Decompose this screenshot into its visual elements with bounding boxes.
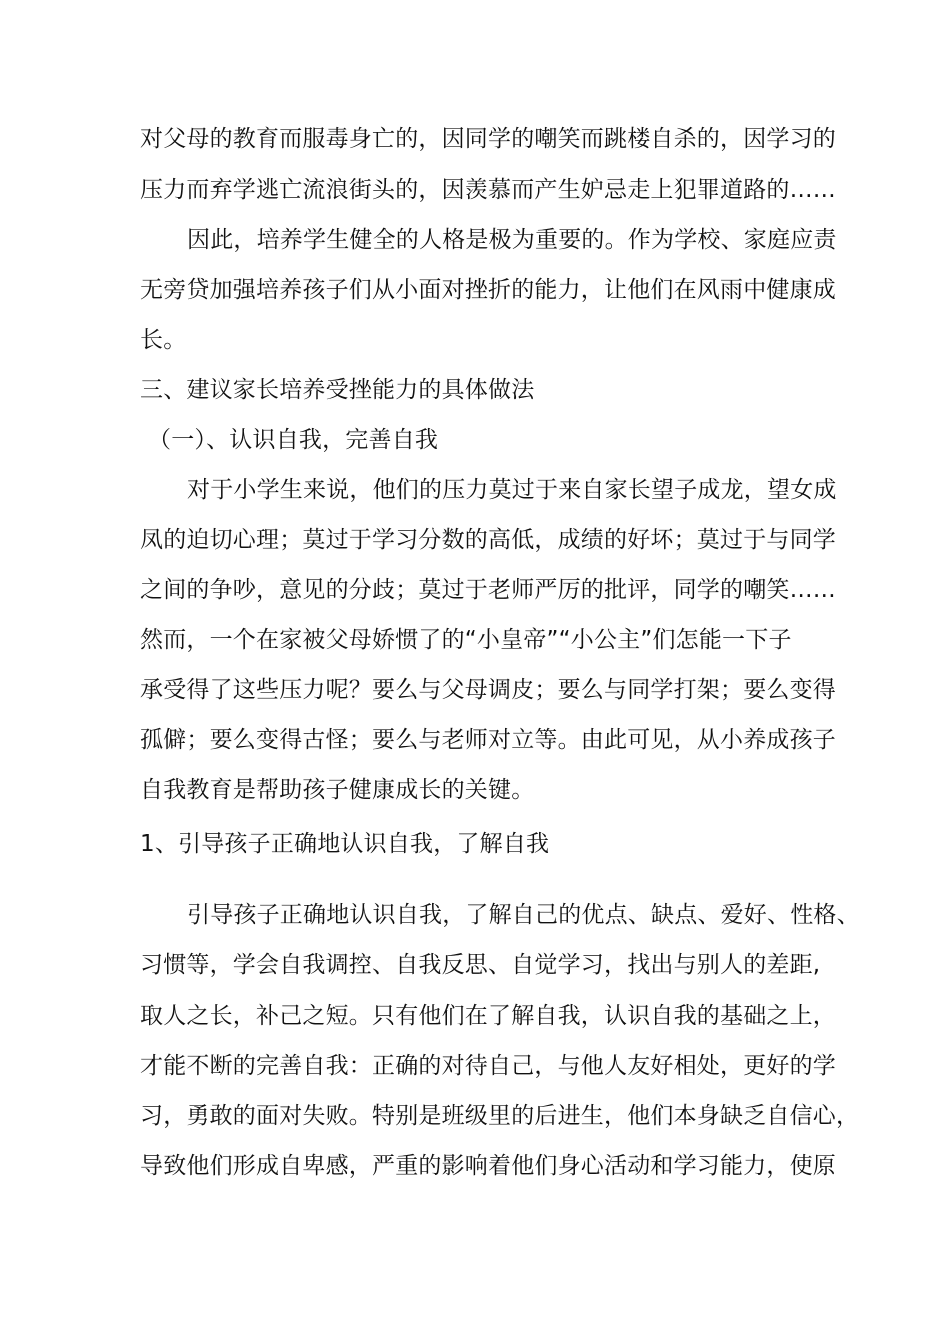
paragraph-line: 自我教育是帮助孩子健康成长的关键。 <box>140 777 535 803</box>
paragraph-line: 导致他们形成自卑感，严重的影响着他们身心活动和学习能力，使原 <box>140 1153 836 1179</box>
paragraph-line: 之间的争吵，意见的分歧；莫过于老师严厉的批评，同学的嘲笑…… <box>140 577 836 603</box>
paragraph-line: 对父母的教育而服毒身亡的，因同学的嘲笑而跳楼自杀的，因学习的 <box>140 126 836 152</box>
subsection-heading: （一）、认识自我，完善自我 <box>148 427 439 453</box>
paragraph-line: 才能不断的完善自我：正确的对待自己，与他人友好相处，更好的学 <box>140 1053 836 1079</box>
paragraph-line: 然而，一个在家被父母娇惯了的“小皇帝”“小公主”们怎能一下子 <box>140 627 792 653</box>
paragraph-first-line: 因此，培养学生健全的人格是极为重要的。作为学校、家庭应责 <box>187 227 837 253</box>
paragraph-line: 取人之长，补己之短。只有他们在了解自我，认识自我的基础之上， <box>140 1003 836 1029</box>
paragraph-line: 孤僻；要么变得古怪；要么与老师对立等。由此可见，从小养成孩子 <box>140 727 836 753</box>
paragraph-line: 长。 <box>140 327 187 353</box>
paragraph-line: 压力而弃学逃亡流浪街头的，因羡慕而产生妒忌走上犯罪道路的…… <box>140 177 836 203</box>
section-heading: 三、建议家长培养受挫能力的具体做法 <box>140 377 535 403</box>
paragraph-line: 无旁贷加强培养孩子们从小面对挫折的能力，让他们在风雨中健康成 <box>140 277 836 303</box>
numbered-heading: 1、引导孩子正确地认识自我，了解自我 <box>140 831 550 857</box>
paragraph-line: 凤的迫切心理；莫过于学习分数的高低，成绩的好坏；莫过于与同学 <box>140 527 836 553</box>
paragraph-line: 习，勇敢的面对失败。特别是班级里的后进生，他们本身缺乏自信心， <box>140 1103 860 1129</box>
paragraph-line: 习惯等，学会自我调控、自我反思、自觉学习，找出与别人的差距, <box>140 952 821 978</box>
paragraph-first-line: 对于小学生来说，他们的压力莫过于来自家长望子成龙，望女成 <box>187 477 837 503</box>
paragraph-first-line: 引导孩子正确地认识自我，了解自己的优点、缺点、爱好、性格、 <box>187 902 860 928</box>
paragraph-line: 承受得了这些压力呢？要么与父母调皮；要么与同学打架；要么变得 <box>140 677 836 703</box>
